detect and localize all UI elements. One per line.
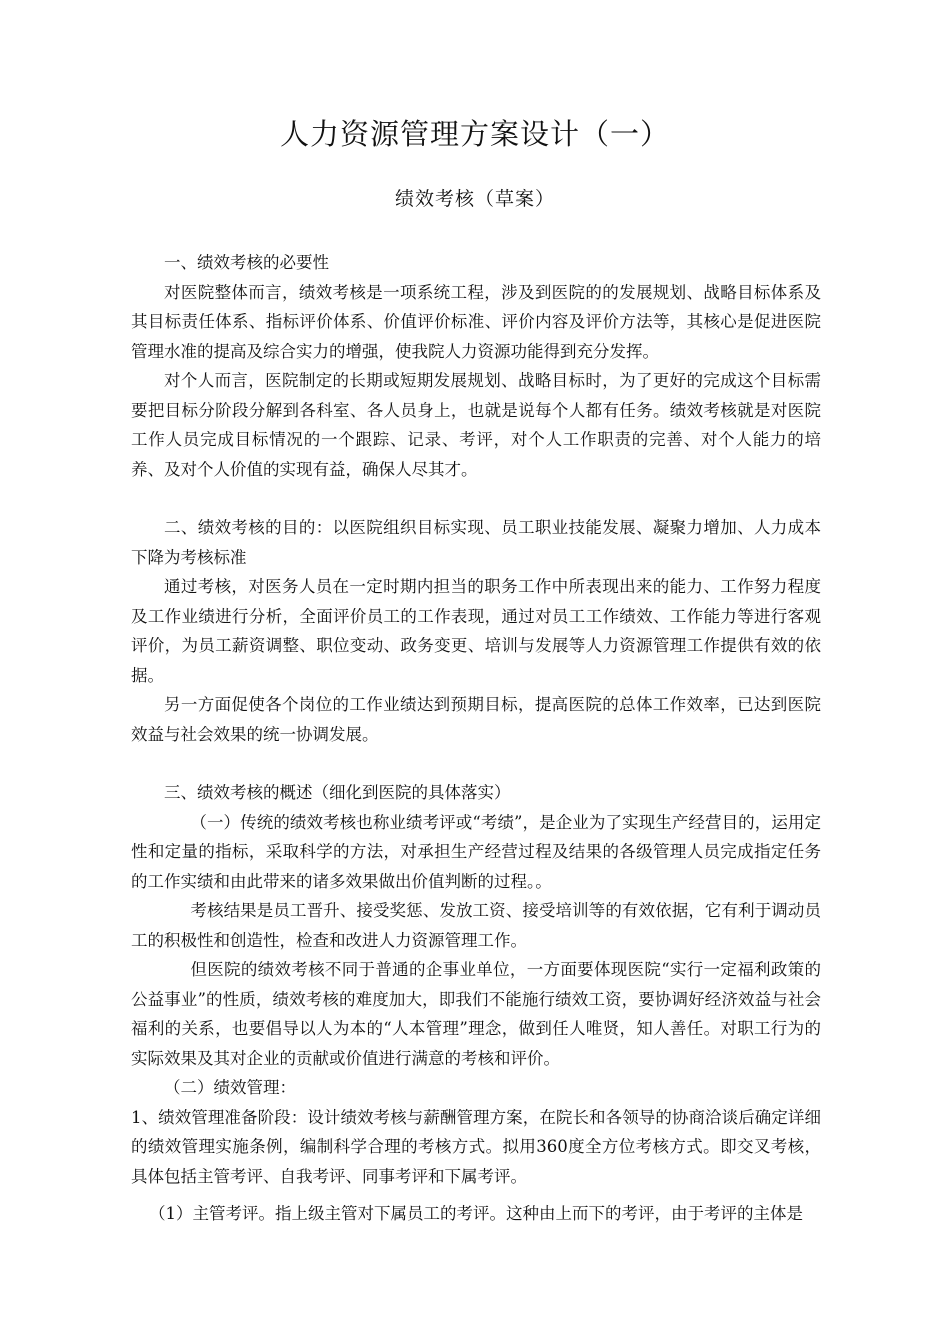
list-item: （1）主管考评。指上级主管对下属员工的考评。这种由上而下的考评，由于考评的主体是	[149, 1204, 803, 1223]
paragraph: 考核结果是员工晋升、接受奖惩、发放工资、接受培训等的有效依据，它有利于调动员工的积极性和创造性，检查和改进人力资源管理工作。	[131, 901, 821, 950]
list-item: 1、绩效管理准备阶段：设计绩效考核与薪酬管理方案，在院长和各领导的协商洽谈后确定详细的绩效管理实施条例，编制科学合理的考核方式。拟用360度全方位考核方式。即交叉考核，具体包括主管考评、自我考评、同事考评和下属考评。	[131, 1107, 821, 1186]
section-heading-3: 三、绩效考核的概述（细化到医院的具体落实）	[164, 783, 511, 802]
section-heading-1: 一、绩效考核的必要性	[164, 253, 329, 272]
document-title: 人力资源管理方案设计（一）	[279, 117, 670, 151]
paragraph: 另一方面促使各个岗位的工作业绩达到预期目标，提高医院的总体工作效率，已达到医院效益与社会效果的统一协调发展。	[131, 695, 821, 744]
paragraph: 通过考核，对医务人员在一定时期内担当的职务工作中所表现出来的能力、工作努力程度及工作业绩进行分析，全面评价员工的工作表现，通过对员工工作绩效、工作能力等进行客观评价，为员工薪资调整、职位变动、政务变更、培训与发展等人力资源管理工作提供有效的依据。	[131, 577, 821, 685]
paragraph: 对医院整体而言，绩效考核是一项系统工程，涉及到医院的的发展规划、战略目标体系及其目标责任体系、指标评价体系、价值评价标准、评价内容及评价方法等，其核心是促进医院管理水准的提高及综合实力的增强，使我院人力资源功能得到充分发挥。	[131, 282, 821, 361]
section-heading-2: 二、绩效考核的目的：以医院组织目标实现、员工职业技能发展、凝聚力增加、人力成本下降为考核标准	[131, 518, 821, 567]
document-subtitle: 绩效考核（草案）	[394, 188, 555, 210]
paragraph: 但医院的绩效考核不同于普通的企事业单位，一方面要体现医院“实行一定福利政策的公益事业”的性质，绩效考核的难度加大，即我们不能施行绩效工资，要协调好经济效益与社会福利的关系，也要倡导以人为本的“人本管理”理念，做到任人唯贤，知人善任。对职工行为的实际效果及其对企业的贡献或价值进行满意的考核和评价。	[131, 960, 821, 1068]
subsection-heading: （二）绩效管理：	[164, 1078, 296, 1097]
paragraph: 对个人而言，医院制定的长期或短期发展规划、战略目标时，为了更好的完成这个目标需要把目标分阶段分解到各科室、各人员身上，也就是说每个人都有任务。绩效考核就是对医院工作人员完成目标情况的一个跟踪、记录、考评，对个人工作职责的完善、对个人能力的培养、及对个人价值的实现有益，确保人尽其才。	[131, 371, 821, 479]
document-body	[131, 248, 821, 1229]
paragraph: （一）传统的绩效考核也称业绩考评或“考绩”，是企业为了实现生产经营目的，运用定性和定量的指标，采取科学的方法，对承担生产经营过程及结果的各级管理人员完成指定任务的工作实绩和由此带来的诸多效果做出价值判断的过程。。	[131, 812, 821, 891]
